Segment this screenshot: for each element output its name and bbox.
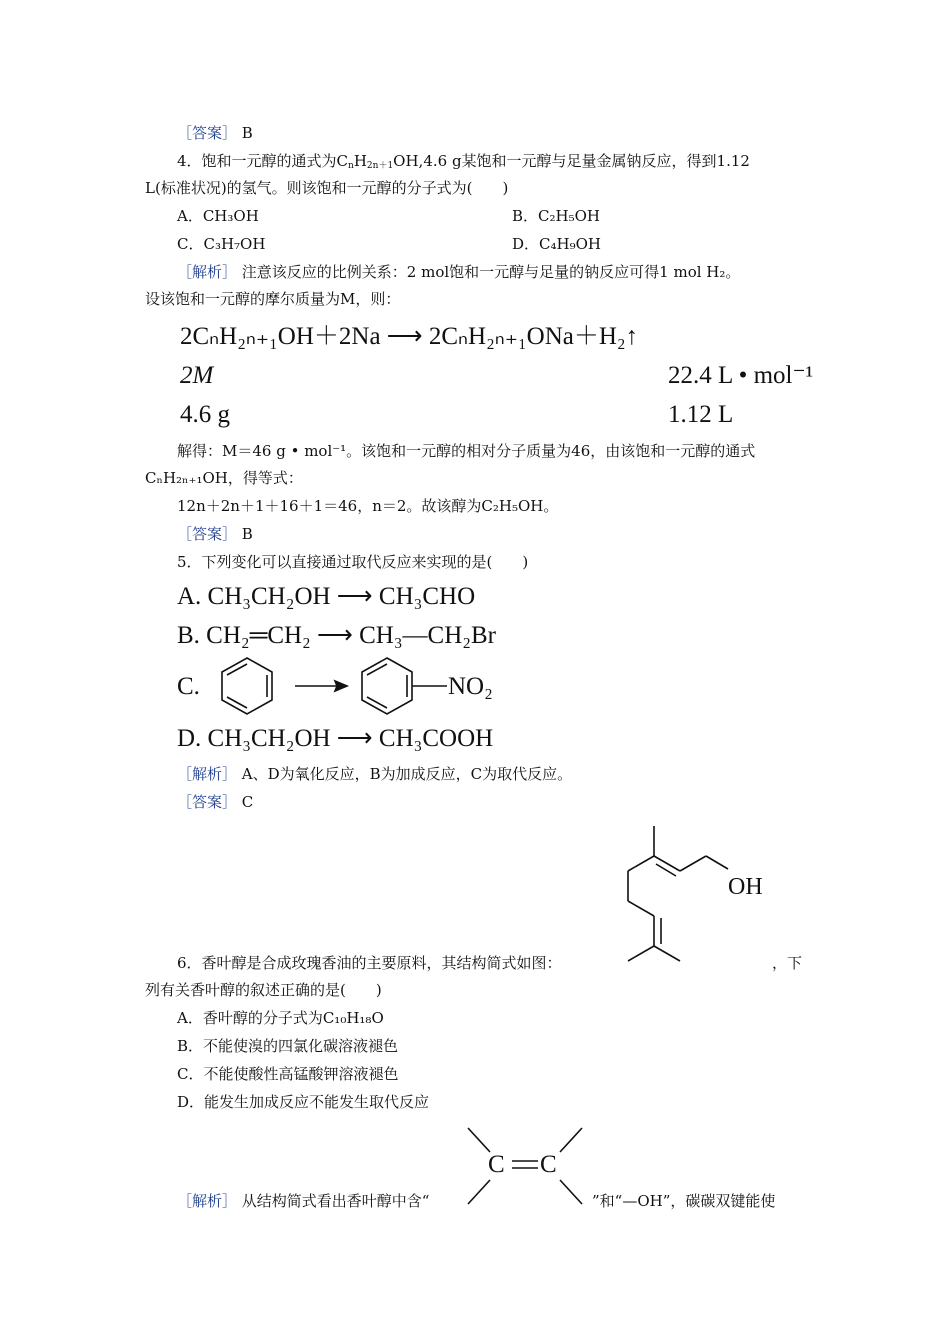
q4-solve-line3: 12n＋2n＋1＋16＋1＝46，n＝2。故该醇为C₂H₅OH。	[177, 497, 559, 515]
q5-answer-line	[177, 791, 253, 813]
benzene-ring-icon	[222, 658, 272, 714]
q6-cc-left-carbon: C	[488, 1151, 505, 1178]
q5-option-c-label: C.	[177, 673, 200, 700]
answer-tag: ［答案］	[177, 793, 238, 811]
answer-tag: ［答案］	[177, 124, 238, 142]
q6-analysis-line: ［解析］ 从结构简式看出香叶醇中含“	[177, 1192, 430, 1210]
q4-option-a: A．CH₃OH	[177, 207, 259, 225]
analysis-tag: ［解析］	[177, 765, 238, 783]
answer-value: B	[241, 124, 253, 142]
analysis-tag: ［解析］	[177, 263, 238, 281]
q5-analysis-line: ［解析］ A、D为氧化反应，B为加成反应，C为取代反应。	[177, 765, 573, 783]
q6-stem-line1: 6．香叶醇是合成玫瑰香油的主要原料，其结构简式如图：	[177, 954, 562, 972]
q3-answer-line	[177, 122, 253, 144]
q4-stem-line2: L(标准状况)的氢气。则该饱和一元醇的分子式为( )	[145, 179, 509, 197]
nitrobenzene-ring-icon	[362, 658, 447, 714]
q6-oh-label: OH	[728, 874, 763, 900]
q6-stem-line1-tail: ，下	[772, 954, 803, 972]
q6-option-d: D．能发生加成反应不能发生取代反应	[177, 1093, 430, 1111]
q4-eq-mass: 4.6 g	[180, 401, 230, 428]
q4-answer-line	[177, 523, 253, 545]
q4-analysis-line2: 设该饱和一元醇的摩尔质量为M，则：	[145, 290, 401, 308]
q4-analysis-line1: ［解析］ 注意该反应的比例关系：2 mol饱和一元醇与足量的钠反应可得1 mol H₂。	[177, 263, 741, 281]
q6-option-b: B．不能使溴的四氯化碳溶液褪色	[177, 1037, 399, 1055]
q5-stem: 5．下列变化可以直接通过取代反应来实现的是( )	[177, 553, 529, 571]
q5-option-a: A. CH₃CH₂OH ⟶ CH₃CHO	[177, 583, 476, 610]
q4-eq-h2-volume: 1.12 L	[668, 401, 734, 428]
q4-eq-volume-unit: 22.4 L • mol⁻¹	[668, 362, 814, 389]
arrow-icon	[295, 681, 347, 691]
q6-option-c: C．不能使酸性高锰酸钾溶液褪色	[177, 1065, 399, 1083]
q5-option-b: B. CH₂═CH₂ ⟶ CH₃—CH₂Br	[177, 622, 497, 649]
q4-solve-line2: CₙH₂ₙ₊₁OH，得等式：	[145, 469, 303, 487]
analysis-tag: ［解析］	[177, 1192, 238, 1210]
answer-value: C	[241, 793, 254, 811]
q6-cc-right-carbon: C	[540, 1151, 557, 1178]
q4-stem-line1: 4．饱和一元醇的通式为$C_nH_{2n+1}OH,4.6$ g某饱和一元醇与足量金属钠反应，得到1.12	[177, 152, 750, 171]
q6-option-a: A．香叶醇的分子式为C₁₀H₁₈O	[177, 1009, 384, 1027]
answer-value: B	[241, 525, 253, 543]
q6-analysis-line-tail: ”和“—OH”，碳碳双键能使	[592, 1192, 776, 1210]
q4-option-c: C．C₃H₇OH	[177, 235, 266, 253]
q6-cc-double-bond-diagram	[462, 1122, 588, 1212]
q4-eq-2m: 2M	[180, 362, 214, 389]
q4-option-d: D．C₄H₉OH	[512, 235, 601, 253]
q4-solve-line1: 解得：M＝46 g • mol⁻¹。该饱和一元醇的相对分子质量为46，由该饱和一元醇的通式	[177, 442, 756, 460]
q5-option-d: D. CH₃CH₂OH ⟶ CH₃COOH	[177, 725, 494, 752]
q4-reaction-equation: 2CₙH₂ₙ₊₁OH＋2Na ⟶ 2CₙH₂ₙ₊₁ONa＋H₂↑	[180, 323, 639, 350]
q5-option-c-no2: NO₂	[448, 673, 493, 700]
q6-stem-line2: 列有关香叶醇的叙述正确的是( )	[145, 981, 382, 999]
q4-option-b: B．C₂H₅OH	[512, 207, 600, 225]
answer-tag: ［答案］	[177, 525, 238, 543]
